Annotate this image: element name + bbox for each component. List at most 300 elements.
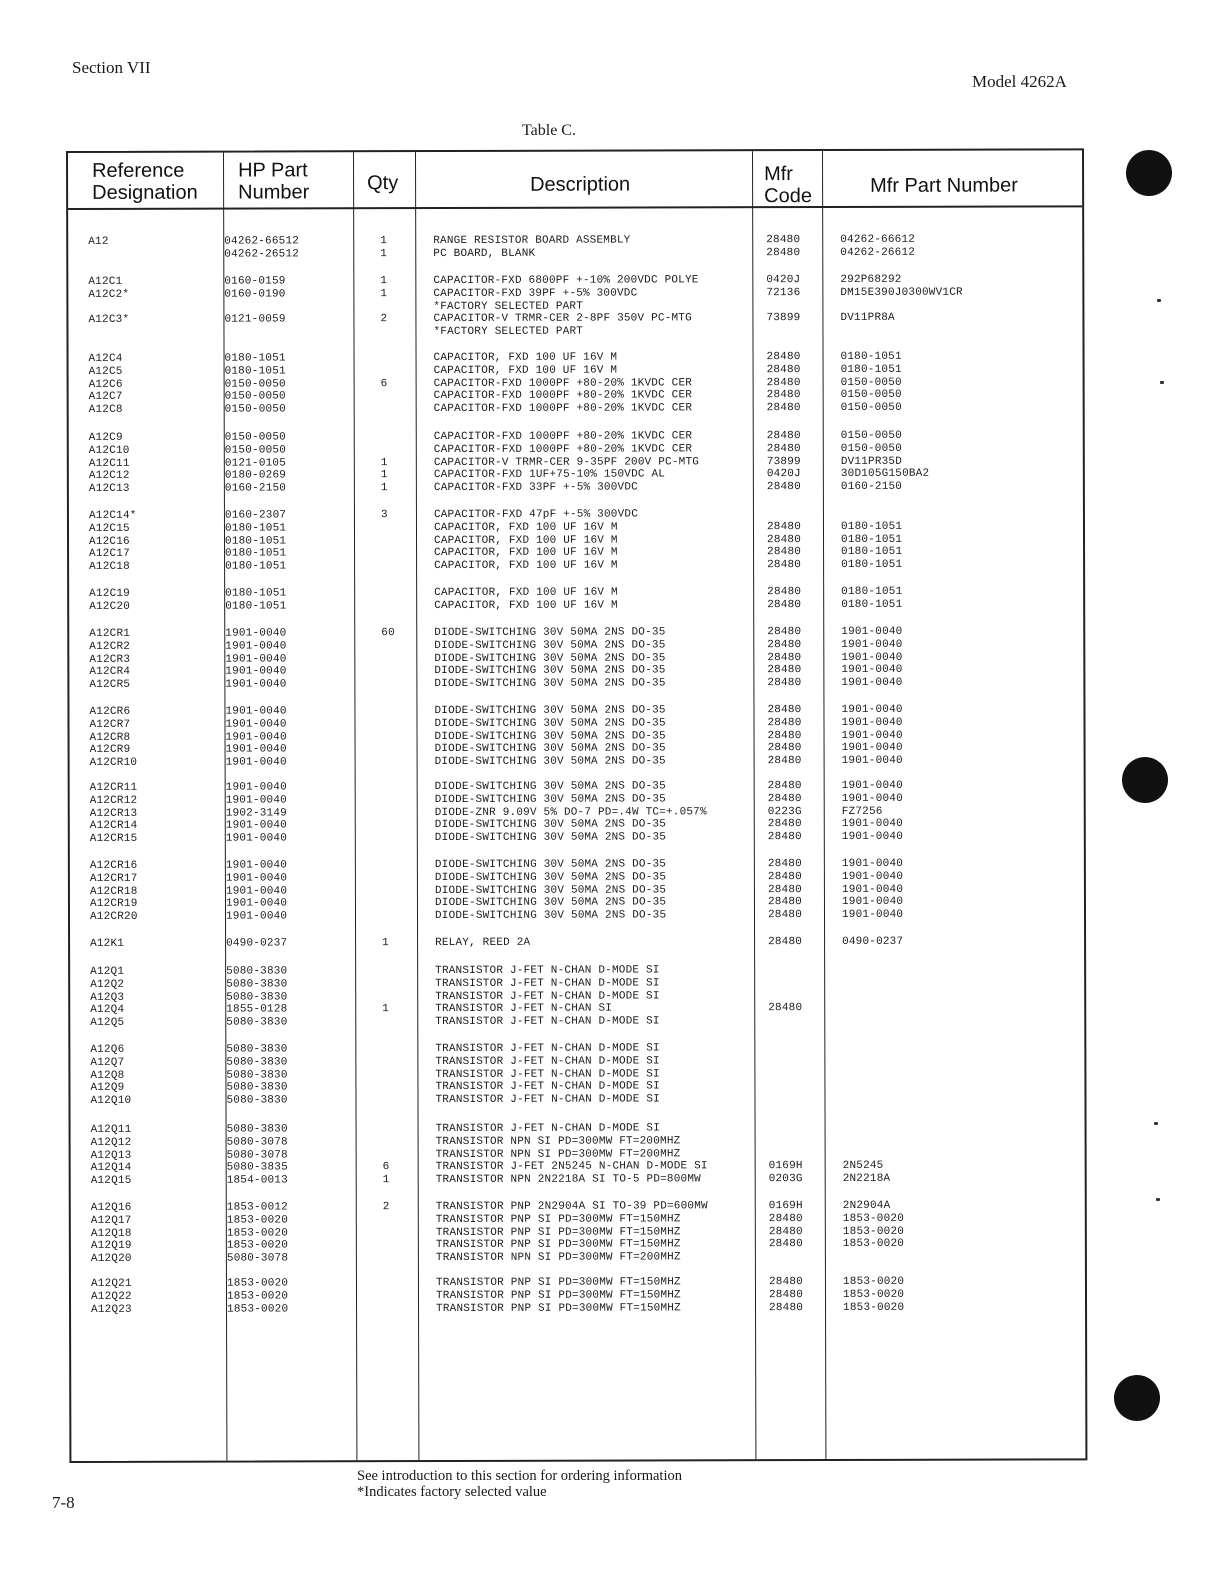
hp-part-cell-column <box>224 235 299 261</box>
ref-cell: A12CR17 <box>89 872 138 885</box>
mfr-part-cell: FZ7256 <box>841 805 883 818</box>
mfr-code-cell: 28480 <box>767 742 802 755</box>
col-head-reference <box>92 160 198 204</box>
mfr-part-cell: 2N2904A <box>842 1199 891 1212</box>
mfr-code-cell: 28480 <box>766 389 801 402</box>
hp-part-cell: 1901-0040 <box>225 832 288 845</box>
ref-cell-column <box>91 1124 132 1188</box>
ref-cell: A12Q6 <box>90 1043 125 1056</box>
mfr-part-cell-column <box>841 626 902 690</box>
ref-cell-column <box>91 1202 132 1266</box>
mfr-part-cell: 1901-0040 <box>841 651 903 664</box>
qty-cell <box>380 301 387 314</box>
mfr-part-cell <box>843 1135 891 1148</box>
ref-cell: A12CR12 <box>89 794 138 807</box>
hp-part-cell: 1902-3149 <box>225 807 287 820</box>
ref-cell: A12Q14 <box>90 1162 132 1175</box>
description-cell: TRANSISTOR NPN SI PD=300MW FT=200MHZ <box>435 1147 681 1161</box>
mfr-part-cell: 0150-0050 <box>840 402 902 415</box>
hp-part-cell: 1901-0040 <box>225 743 287 756</box>
mfr-code-cell-column <box>767 626 801 690</box>
mfr-code-cell <box>769 1122 803 1135</box>
hp-part-cell: 1853-0020 <box>226 1277 289 1290</box>
hp-part-cell: 1901-0040 <box>225 665 287 678</box>
mfr-code-cell: 73899 <box>766 312 801 325</box>
ref-cell: A12C12 <box>88 470 130 483</box>
qty-cell <box>381 444 388 457</box>
description-cell: CAPACITOR-V TRMR-CER 2-8PF 350V PC-MTG <box>433 312 692 326</box>
hp-part-cell: 04262-66512 <box>224 235 300 248</box>
ref-cell: A12CR6 <box>89 705 131 718</box>
mfr-code-cell: 72136 <box>766 286 801 299</box>
footnotes <box>357 1468 682 1500</box>
mfr-code-cell-column <box>767 704 801 768</box>
mfr-part-cell <box>841 508 902 521</box>
ref-cell-column <box>91 1278 132 1316</box>
description-cell-column <box>433 235 630 261</box>
hp-part-cell: 0150-0050 <box>224 390 286 403</box>
mfr-part-cell: 1901-0040 <box>841 779 903 792</box>
mfr-code-cell: 28480 <box>767 831 802 844</box>
description-cell: CAPACITOR, FXD 100 UF 16V M <box>434 546 618 560</box>
mfr-part-cell: 1901-0040 <box>841 676 903 690</box>
description-cell-column <box>435 964 660 1029</box>
ref-cell: A12Q13 <box>90 1149 132 1162</box>
hp-part-cell: 5080-3078 <box>226 1149 288 1162</box>
description-cell: CAPACITOR, FXD 100 UF 16V M <box>433 521 618 534</box>
mfr-part-cell: 0160-2150 <box>840 480 903 494</box>
mfr-code-cell: 28480 <box>767 664 802 677</box>
mfr-code-cell: 28480 <box>767 598 802 611</box>
description-cell: DIODE-SWITCHING 30V 50MA 2NS DO-35 <box>434 871 667 884</box>
description-cell-column <box>436 1276 681 1315</box>
description-cell: DIODE-SWITCHING 30V 50MA 2NS DO-35 <box>434 858 667 872</box>
mfr-code-cell: 28480 <box>767 638 802 651</box>
scan-speck <box>1157 299 1161 302</box>
ref-cell: A12C16 <box>89 535 130 548</box>
mfr-code-cell: 28480 <box>767 896 803 909</box>
mfr-code-cell: 28480 <box>768 1288 804 1301</box>
qty-cell <box>383 1240 390 1253</box>
hp-part-cell: 0150-0050 <box>224 444 287 457</box>
description-cell: TRANSISTOR J-FET N-CHAN D-MODE SI <box>435 1122 661 1136</box>
description-cell: CAPACITOR, FXD 100 UF 16V M <box>434 599 618 612</box>
hp-part-cell: 0160-0190 <box>224 288 286 301</box>
hp-part-cell: 5080-3830 <box>226 1123 288 1136</box>
mfr-code-cell <box>767 508 801 521</box>
hp-part-cell: 5080-3830 <box>226 1016 288 1029</box>
hp-part-cell: 0121-0105 <box>224 457 287 470</box>
qty-cell: 3 <box>380 509 388 522</box>
hp-part-cell: 1853-0020 <box>226 1290 289 1303</box>
mfr-code-cell: 28480 <box>766 430 801 443</box>
description-cell: CAPACITOR-FXD 1000PF +80-20% 1KVDC CER <box>433 376 693 390</box>
mfr-code-cell: 28480 <box>768 1238 803 1251</box>
ref-cell: A12C18 <box>89 561 130 574</box>
hp-part-cell: 1853-0020 <box>227 1303 289 1316</box>
description-cell: TRANSISTOR PNP SI PD=300MW FT=150MHZ <box>435 1238 681 1252</box>
mfr-part-cell-column <box>841 704 902 768</box>
ref-cell: A12C4 <box>88 352 123 365</box>
ref-cell: A12Q3 <box>90 991 125 1004</box>
ref-cell: A12Q18 <box>90 1227 132 1240</box>
hp-part-cell-column <box>226 859 287 923</box>
mfr-code-cell-column <box>769 1276 803 1314</box>
description-cell-column <box>434 587 618 613</box>
mfr-code-cell: 73899 <box>766 455 801 468</box>
mfr-code-cell-column <box>768 964 802 1028</box>
qty-cell: 1 <box>382 1003 390 1016</box>
qty-cell: 1 <box>380 456 388 469</box>
mfr-code-cell: 28480 <box>767 677 802 690</box>
ref-cell: A12C15 <box>88 522 130 535</box>
hp-part-cell: 0180-1051 <box>224 365 286 378</box>
qty-cell: 1 <box>380 235 388 248</box>
mfr-code-cell: 28480 <box>766 246 801 259</box>
description-cell: CAPACITOR-FXD 1000PF +80-20% 1KVDC CER <box>433 443 693 456</box>
mfr-part-cell: 1901-0040 <box>841 729 903 742</box>
hp-part-cell: 0180-1051 <box>225 560 287 573</box>
col-head-mfr-part-number: Mfr Part Number <box>870 174 1018 197</box>
hp-part-cell: 5080-3078 <box>226 1252 289 1265</box>
description-cell: RELAY, REED 2A <box>435 936 531 950</box>
mfr-part-cell-column <box>841 430 930 494</box>
mfr-code-cell: 0169H <box>768 1200 803 1213</box>
description-cell: CAPACITOR-FXD 39PF +-5% 300VDC <box>433 287 638 300</box>
description-cell: RANGE RESISTOR BOARD ASSEMBLY <box>433 234 631 248</box>
qty-cell: 1 <box>380 275 388 288</box>
hp-part-cell: 1901-0040 <box>225 910 288 923</box>
qty-cell <box>381 548 388 561</box>
binder-hole <box>1114 1375 1160 1421</box>
ref-cell: A12CR10 <box>89 757 138 770</box>
hp-part-cell-column <box>225 627 286 691</box>
description-cell: TRANSISTOR NPN SI PD=300MW FT=200MHZ <box>435 1251 681 1265</box>
hp-part-cell: 0180-1051 <box>225 587 287 600</box>
mfr-part-cell: 1901-0040 <box>841 908 904 922</box>
description-cell: TRANSISTOR J-FET N-CHAN D-MODE SI <box>435 1068 660 1081</box>
description-cell: TRANSISTOR J-FET N-CHAN D-MODE SI <box>435 1015 660 1029</box>
hp-part-cell: 0150-0050 <box>224 431 286 444</box>
hp-part-cell-column <box>226 781 287 845</box>
mfr-code-cell: 28480 <box>769 1301 804 1314</box>
ref-cell: A12C3* <box>88 314 130 327</box>
ref-cell: A12CR3 <box>89 653 131 666</box>
mfr-code-cell: 28480 <box>767 792 802 805</box>
mfr-part-cell: 1901-0040 <box>841 792 903 805</box>
mfr-part-cell: 1853-0020 <box>842 1288 905 1301</box>
description-cell: DIODE-SWITCHING 30V 50MA 2NS DO-35 <box>434 626 666 640</box>
description-cell: CAPACITOR-FXD 1000PF +80-20% 1KVDC CER <box>433 430 693 444</box>
ref-cell-column <box>89 432 130 496</box>
hp-part-cell-column <box>227 1123 288 1187</box>
description-cell: DIODE-SWITCHING 30V 50MA 2NS DO-35 <box>434 639 666 652</box>
ref-cell-column <box>90 782 138 846</box>
hp-part-cell: 1853-0012 <box>226 1201 289 1214</box>
qty-cell <box>382 1016 389 1029</box>
section-label: Section VII <box>72 58 151 77</box>
qty-cell <box>381 391 388 404</box>
ref-cell: A12CR16 <box>89 859 138 872</box>
ref-cell: A12C11 <box>88 457 130 470</box>
description-cell: CAPACITOR, FXD 100 UF 16V M <box>434 534 618 547</box>
mfr-part-cell-column <box>841 508 902 572</box>
ref-cell: A12Q17 <box>90 1214 132 1227</box>
header-rule <box>68 205 1082 210</box>
mfr-code-cell: 28480 <box>768 1212 803 1225</box>
ref-cell: A12Q8 <box>90 1069 125 1082</box>
ref-cell: A12C10 <box>88 444 130 457</box>
description-cell: DIODE-SWITCHING 30V 50MA 2NS DO-35 <box>434 831 667 845</box>
mfr-part-cell-column <box>842 780 903 844</box>
mfr-part-cell-column <box>841 586 902 612</box>
mfr-part-cell-column <box>842 936 903 949</box>
description-cell: CAPACITOR-FXD 1UF+75-10% 150VDC AL <box>433 468 666 482</box>
hp-part-cell: 1901-0040 <box>225 705 287 718</box>
ref-cell-column <box>89 628 130 692</box>
mfr-part-cell: 0180-1051 <box>841 533 903 546</box>
mfr-code-cell: 28480 <box>766 402 801 415</box>
description-cell: CAPACITOR, FXD 100 UF 16V M <box>434 559 618 573</box>
hp-part-cell: 0180-1051 <box>225 600 287 613</box>
col-head-hp-part <box>238 159 309 203</box>
mfr-code-cell: 28480 <box>768 1225 803 1238</box>
col-head-description: Description <box>530 173 631 196</box>
description-cell-column <box>434 351 693 416</box>
mfr-code-cell-column <box>769 1200 803 1264</box>
hp-part-cell: 1853-0020 <box>226 1239 289 1252</box>
description-cell: DIODE-SWITCHING 30V 50MA 2NS DO-35 <box>434 896 667 910</box>
model-label: Model 4262A <box>972 72 1067 91</box>
ref-cell: A12Q19 <box>90 1240 132 1253</box>
hp-part-cell <box>224 327 285 340</box>
ref-cell: A12C14* <box>88 509 137 522</box>
ref-cell: A12C2* <box>88 288 130 301</box>
ref-cell: A12Q15 <box>90 1175 132 1188</box>
ref-cell: A12C8 <box>88 404 123 417</box>
hp-part-cell: 5080-3078 <box>226 1136 288 1149</box>
mfr-code-cell: 0223G <box>767 805 802 818</box>
page-number: 7-8 <box>52 1493 75 1512</box>
hp-part-cell: 5080-3830 <box>226 1056 288 1069</box>
description-cell: TRANSISTOR PNP SI PD=300MW FT=150MHZ <box>436 1301 681 1315</box>
description-cell: DIODE-SWITCHING 30V 50MA 2NS DO-35 <box>434 652 666 665</box>
mfr-code-cell: 28480 <box>767 780 802 793</box>
description-cell: DIODE-SWITCHING 30V 50MA 2NS DO-35 <box>434 677 666 691</box>
ref-cell: A12Q4 <box>90 1004 125 1017</box>
description-cell-column <box>434 430 699 495</box>
mfr-code-cell: 28480 <box>767 818 802 831</box>
qty-cell: 6 <box>382 1161 390 1174</box>
ref-cell-column <box>88 236 108 262</box>
mfr-code-cell-column <box>767 351 801 415</box>
qty-cell <box>381 560 388 573</box>
ref-cell: A12C20 <box>89 600 131 613</box>
hp-part-cell-column <box>227 1277 288 1316</box>
ordering-note: See introduction to this section for ordering information <box>357 1468 682 1484</box>
description-cell: TRANSISTOR J-FET N-CHAN D-MODE SI <box>435 1042 660 1056</box>
mfr-part-cell: 1901-0040 <box>841 742 903 755</box>
qty-cell <box>381 431 388 444</box>
description-cell: DIODE-SWITCHING 30V 50MA 2NS DO-35 <box>434 818 667 832</box>
ref-cell: A12 <box>88 235 109 248</box>
description-cell: TRANSISTOR PNP SI PD=300MW FT=150MHZ <box>435 1225 681 1239</box>
description-cell: DIODE-SWITCHING 30V 50MA 2NS DO-35 <box>434 780 666 794</box>
description-cell: TRANSISTOR J-FET N-CHAN D-MODE SI <box>435 964 660 978</box>
ref-cell: A12C9 <box>88 431 123 444</box>
description-cell-column <box>434 626 665 691</box>
qty-cell <box>383 1214 390 1227</box>
mfr-part-cell: 0180-1051 <box>841 558 903 572</box>
mfr-code-cell: 28480 <box>766 234 801 247</box>
parts-table <box>66 148 1087 1463</box>
ref-cell: A12Q12 <box>90 1136 132 1149</box>
hp-part-cell-column <box>226 965 287 1029</box>
hp-part-cell: 1901-0040 <box>225 678 287 691</box>
mfr-part-cell: 04262-26612 <box>840 246 916 259</box>
hp-part-cell: 1901-0040 <box>225 640 287 653</box>
hp-part-cell: 1901-0040 <box>225 819 288 832</box>
mfr-code-cell: 28480 <box>767 586 802 599</box>
mfr-code-cell <box>768 964 802 977</box>
hp-part-cell-column <box>225 587 286 613</box>
description-cell: DIODE-SWITCHING 30V 50MA 2NS DO-35 <box>434 664 666 678</box>
mfr-part-cell-column <box>843 1122 891 1186</box>
ref-cell: A12CR9 <box>89 744 131 757</box>
qty-cell <box>382 978 389 991</box>
binder-hole <box>1122 757 1168 803</box>
mfr-part-cell-column <box>840 234 915 260</box>
hp-part-cell: 0180-1051 <box>225 547 287 560</box>
mfr-code-cell: 28480 <box>767 626 802 639</box>
description-cell: TRANSISTOR J-FET N-CHAN D-MODE SI <box>435 1093 660 1107</box>
mfr-part-cell: 2N5245 <box>842 1160 884 1173</box>
mfr-code-cell: 28480 <box>766 351 801 364</box>
qty-cell <box>383 1227 390 1240</box>
ref-cell: A12C7 <box>88 391 123 404</box>
ref-cell: A12Q16 <box>90 1201 132 1214</box>
mfr-code-cell <box>766 300 800 313</box>
hp-part-cell-column <box>226 937 287 950</box>
mfr-code-cell-column <box>768 858 802 922</box>
description-cell: CAPACITOR, FXD 100 UF 16V M <box>434 586 618 600</box>
scan-speck <box>1154 1122 1158 1125</box>
mfr-part-cell: 1901-0040 <box>841 857 904 870</box>
mfr-code-cell: 28480 <box>766 442 801 455</box>
qty-cell <box>381 666 395 679</box>
mfr-code-cell: 0420J <box>766 274 801 287</box>
description-cell: DIODE-SWITCHING 30V 50MA 2NS DO-35 <box>434 742 666 756</box>
mfr-part-cell: DV11PR35D <box>840 455 903 468</box>
ref-cell: A12CR1 <box>89 627 131 640</box>
mfr-code-cell-column <box>767 430 801 494</box>
description-cell: DIODE-SWITCHING 30V 50MA 2NS DO-35 <box>434 793 666 806</box>
ref-cell: A12Q21 <box>90 1277 132 1290</box>
description-cell-column <box>434 509 638 574</box>
hp-part-cell: 5080-3830 <box>226 1081 288 1094</box>
hp-part-cell: 04262-26512 <box>224 248 300 261</box>
qty-cell <box>383 1252 390 1265</box>
mfr-code-cell <box>768 1015 802 1028</box>
table-body <box>68 150 1082 153</box>
description-cell: TRANSISTOR J-FET N-CHAN D-MODE SI <box>435 1055 660 1068</box>
hp-part-cell: 5080-3835 <box>226 1161 288 1174</box>
description-cell: TRANSISTOR PNP SI PD=300MW FT=150MHZ <box>435 1276 681 1290</box>
mfr-part-cell-column <box>842 858 903 922</box>
mfr-code-cell <box>768 977 802 990</box>
mfr-code-cell <box>769 1251 803 1264</box>
description-cell: TRANSISTOR NPN 2N2218A SI TO-5 PD=800MW <box>435 1173 701 1187</box>
ref-cell: A12CR14 <box>89 820 138 833</box>
qty-cell <box>381 653 395 666</box>
mfr-code-cell: 28480 <box>767 651 802 664</box>
ref-cell: A12C13 <box>88 483 130 496</box>
mfr-code-cell: 28480 <box>766 376 801 389</box>
qty-cell: 1 <box>380 287 388 300</box>
ref-cell: A12C6 <box>88 378 123 391</box>
mfr-code-cell: 28480 <box>767 546 802 559</box>
hp-part-cell: 1901-0040 <box>225 627 287 640</box>
ref-cell: A12C17 <box>89 548 130 561</box>
mfr-part-cell <box>843 1122 891 1135</box>
ref-cell: A12C19 <box>89 587 130 600</box>
ref-cell: A12CR13 <box>89 807 138 820</box>
hp-part-cell: 1853-0020 <box>226 1214 289 1227</box>
ref-cell-column <box>90 1044 131 1108</box>
hp-part-cell: 1901-0040 <box>225 731 287 744</box>
ref-cell-column <box>89 510 137 574</box>
mfr-code-cell: 28480 <box>767 704 802 717</box>
mfr-part-cell: 1853-0020 <box>842 1225 905 1238</box>
hp-part-cell: 0180-1051 <box>224 522 287 535</box>
mfr-part-cell: 1901-0040 <box>841 716 903 729</box>
qty-cell <box>382 965 389 978</box>
hp-part-cell: 1901-0040 <box>225 756 287 769</box>
description-cell-column <box>435 937 530 950</box>
qty-cell <box>383 1149 390 1162</box>
ref-cell: A12Q10 <box>90 1095 132 1108</box>
mfr-part-cell: 1901-0040 <box>841 883 904 896</box>
column-divider <box>415 152 419 1460</box>
mfr-code-cell <box>769 1148 803 1161</box>
description-cell: DIODE-SWITCHING 30V 50MA 2NS DO-35 <box>434 717 666 730</box>
hp-part-cell: 1901-0040 <box>225 872 288 885</box>
qty-cell-column <box>382 937 389 950</box>
col-head-mfr-line2: Code <box>764 185 812 208</box>
qty-cell-column <box>380 235 387 261</box>
mfr-code-cell: 28480 <box>767 729 802 742</box>
ref-cell-column <box>89 706 137 770</box>
ref-cell: A12CR8 <box>89 731 131 744</box>
hp-part-cell-column <box>225 705 286 769</box>
hp-part-cell-column <box>225 509 286 573</box>
description-cell-column <box>435 780 707 845</box>
mfr-part-cell-column <box>840 274 963 338</box>
qty-cell-column <box>380 275 387 339</box>
mfr-code-cell <box>768 990 802 1003</box>
hp-part-cell <box>224 301 285 314</box>
mfr-code-cell: 0420J <box>766 468 801 481</box>
description-cell: CAPACITOR-FXD 47pF +-5% 300VDC <box>433 508 639 522</box>
mfr-part-cell: 1901-0040 <box>841 703 903 716</box>
hp-part-cell: 0180-1051 <box>224 352 286 365</box>
mfr-code-cell: 28480 <box>768 1002 803 1015</box>
ref-cell: A12Q23 <box>91 1303 132 1316</box>
ref-cell: A12CR2 <box>89 640 131 653</box>
qty-cell-column <box>383 1123 390 1187</box>
mfr-part-cell: 1901-0040 <box>841 818 903 831</box>
mfr-part-cell: 1853-0020 <box>842 1212 905 1225</box>
